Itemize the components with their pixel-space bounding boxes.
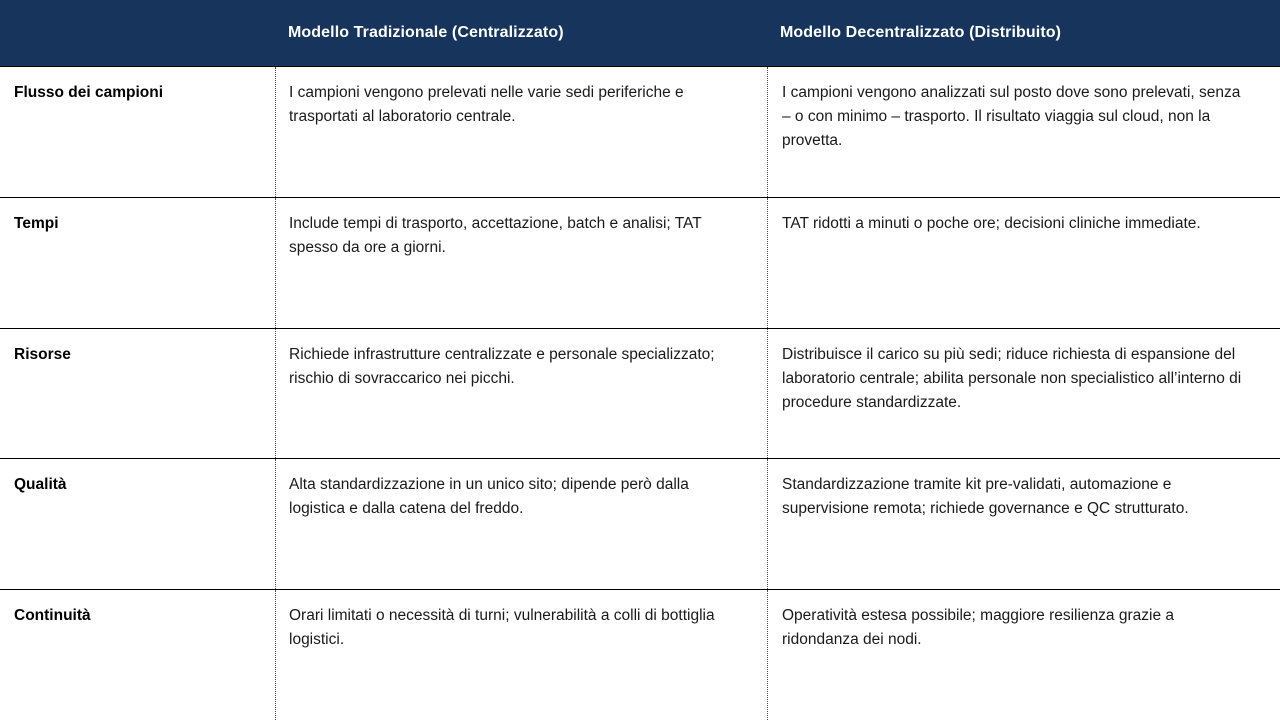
- cell-traditional: Include tempi di trasporto, accettazione, batch e analisi; TAT spesso da ore a giorni.: [275, 198, 767, 328]
- table-header-row: [0, 0, 1280, 66]
- row-label: Tempi: [14, 214, 59, 232]
- table-row-flusso-dei-campioni: [0, 66, 1280, 197]
- row-label: Qualità: [14, 476, 67, 494]
- header-cell-traditional: Modello Tradizionale (Centralizzato): [288, 24, 564, 41]
- cell-decentralized: Distribuisce il carico su più sedi; riduce richiesta di espansione del laboratorio centrale; abilita personale non specialistico all’interno di procedure standardizzate.: [767, 329, 1280, 459]
- cell-traditional: Alta standardizzazione in un unico sito; dipende però dalla logistica e dalla catena del freddo.: [275, 459, 767, 589]
- cell-decentralized: Standardizzazione tramite kit pre-validati, automazione e supervisione remota; richiede governance e QC strutturato.: [767, 459, 1280, 589]
- row-label: Flusso dei campioni: [14, 84, 163, 101]
- row-label: Continuità: [14, 607, 91, 625]
- table-row-risorse: [0, 328, 1280, 459]
- table-row-tempi: [0, 197, 1280, 328]
- header-cell-decentralized: Modello Decentralizzato (Distribuito): [780, 24, 1062, 41]
- row-label: Risorse: [14, 345, 71, 363]
- table-body: [0, 66, 1280, 720]
- cell-decentralized: TAT ridotti a minuti o poche ore; decisioni cliniche immediate.: [767, 198, 1280, 328]
- header-cell-empty: [0, 0, 275, 66]
- cell-traditional: I campioni vengono prelevati nelle varie sedi periferiche e trasportati al laboratorio centrale.: [275, 67, 767, 197]
- cell-traditional: Richiede infrastrutture centralizzate e personale specializzato; rischio di sovraccarico nei picchi.: [275, 329, 767, 459]
- table-row-continuita: [0, 589, 1280, 720]
- cell-decentralized: I campioni vengono analizzati sul posto dove sono prelevati, senza – o con minimo – trasporto. Il risultato viaggia sul cloud, non la provetta.: [767, 67, 1280, 197]
- cell-decentralized: Operatività estesa possibile; maggiore resilienza grazie a ridondanza dei nodi.: [767, 590, 1280, 720]
- table-row-qualita: [0, 458, 1280, 589]
- cell-traditional: Orari limitati o necessità di turni; vulnerabilità a colli di bottiglia logistici.: [275, 590, 767, 720]
